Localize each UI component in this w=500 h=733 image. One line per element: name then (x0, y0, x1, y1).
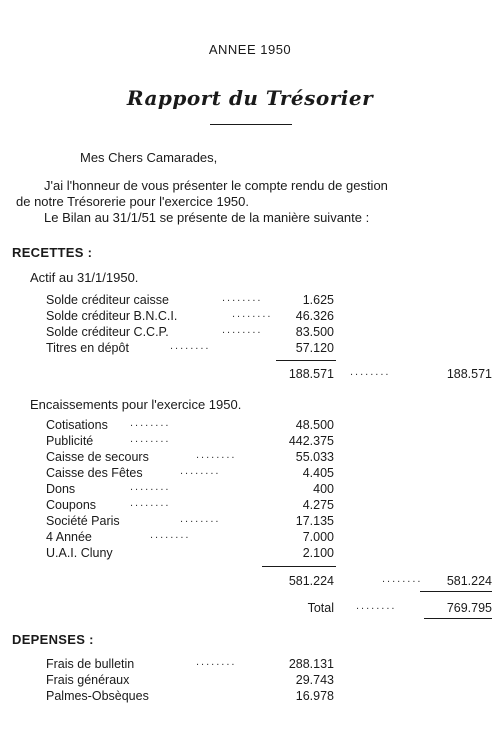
list-item-value: 288.131 (288, 657, 334, 671)
actif-label: Actif au 31/1/1950. (30, 270, 139, 285)
dot-leader: ........ (356, 600, 397, 612)
encaissements-subtotal: 581.224 (288, 574, 334, 588)
dot-leader: ........ (130, 433, 171, 445)
actif-subtotal: 188.571 (288, 367, 334, 381)
list-item-value: 2.100 (302, 546, 334, 560)
grand-total-rule (424, 618, 492, 619)
list-item-label: Coupons (46, 498, 97, 512)
grand-total: 769.795 (446, 601, 492, 615)
list-item-value: 4.405 (302, 466, 334, 480)
subtotal-rule (262, 566, 336, 567)
list-item-value: 29.743 (295, 673, 334, 687)
list-item-label: Publicité (46, 434, 94, 448)
dot-leader: ........ (180, 513, 221, 525)
list-item-value: 7.000 (302, 530, 334, 544)
dot-leader: ........ (232, 308, 273, 320)
year-heading: ANNEE 1950 (208, 42, 292, 57)
list-item-label: Société Paris (46, 514, 120, 528)
actif-carried-total: 188.571 (446, 367, 492, 381)
list-item-label: Palmes-Obsèques (46, 689, 149, 703)
list-item-label: Caisse des Fêtes (46, 466, 143, 480)
list-item-value: 48.500 (295, 418, 334, 432)
list-item-label: Frais de bulletin (46, 657, 135, 671)
list-item-value: 17.135 (295, 514, 334, 528)
depenses-heading: DEPENSES : (12, 632, 94, 647)
dot-leader: ........ (150, 529, 191, 541)
intro-line-1: J'ai l'honneur de vous présenter le compte rendu de gestion (44, 178, 388, 193)
dot-leader: ........ (222, 292, 263, 304)
report-title: Rapport du Trésorier (126, 86, 374, 110)
recettes-heading: RECETTES : (12, 245, 93, 260)
dot-leader: ........ (350, 366, 391, 378)
intro-line-2: de notre Trésorerie pour l'exercice 1950. (16, 194, 249, 209)
encaissements-label: Encaissements pour l'exercice 1950. (30, 397, 242, 412)
dot-leader: ........ (130, 417, 171, 429)
dot-leader: ........ (196, 656, 237, 668)
dot-leader: ........ (196, 449, 237, 461)
dot-leader: ........ (130, 481, 171, 493)
salutation: Mes Chers Camarades, (80, 150, 218, 165)
list-item-value: 83.500 (295, 325, 334, 339)
dot-leader: ........ (180, 465, 221, 477)
list-item-label: Solde créditeur C.C.P. (46, 325, 169, 339)
list-item-label: Solde créditeur B.N.C.I. (46, 309, 178, 323)
list-item-label: Solde créditeur caisse (46, 293, 169, 307)
dot-leader: ........ (170, 340, 211, 352)
subtotal-rule (276, 360, 336, 361)
title-underline (210, 124, 292, 125)
list-item-label: Dons (46, 482, 76, 496)
list-item-label: U.A.I. Cluny (46, 546, 113, 560)
list-item-value: 1.625 (302, 293, 334, 307)
intro-line-3: Le Bilan au 31/1/51 se présente de la manière suivante : (44, 210, 370, 225)
list-item-value: 4.275 (302, 498, 334, 512)
list-item-label: Titres en dépôt (46, 341, 129, 355)
dot-leader: ........ (382, 573, 423, 585)
list-item-value: 16.978 (295, 689, 334, 703)
encaissements-carried-total: 581.224 (446, 574, 492, 588)
list-item-label: 4 Année (46, 530, 92, 544)
list-item-value: 46.326 (295, 309, 334, 323)
dot-leader: ........ (130, 497, 171, 509)
total-label: Total (307, 601, 334, 615)
list-item-label: Frais généraux (46, 673, 130, 687)
list-item-value: 57.120 (295, 341, 334, 355)
carried-rule (420, 591, 492, 592)
list-item-label: Caisse de secours (46, 450, 149, 464)
list-item-value: 442.375 (288, 434, 334, 448)
dot-leader: ........ (222, 324, 263, 336)
list-item-label: Cotisations (46, 418, 108, 432)
list-item-value: 400 (313, 482, 334, 496)
list-item-value: 55.033 (295, 450, 334, 464)
